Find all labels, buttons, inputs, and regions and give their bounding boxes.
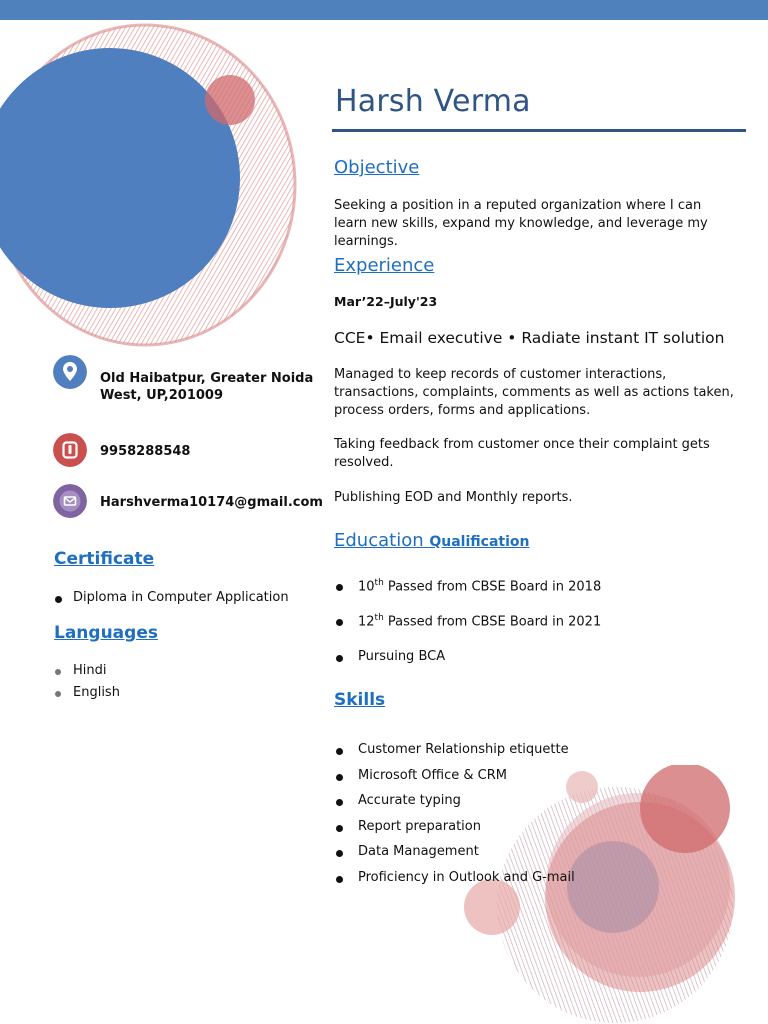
bullet-icon <box>336 850 343 857</box>
location-pin-icon <box>53 355 87 389</box>
education-list <box>358 578 601 669</box>
education-heading <box>334 530 529 551</box>
bullet-icon <box>55 669 61 675</box>
education-heading-sub: Qualification <box>429 534 530 550</box>
candidate-name: Harsh Verma <box>335 84 531 119</box>
bullet-icon <box>336 584 343 591</box>
bullet-icon <box>336 619 343 626</box>
address <box>100 370 313 404</box>
skill-item: Report preparation <box>358 819 575 845</box>
phone-number: 9958288548 <box>100 444 191 459</box>
education-item: 10th Passed from CBSE Board in 2018 <box>358 578 601 613</box>
decorative-circle-graphic <box>0 20 310 360</box>
phone-icon <box>53 433 87 467</box>
bullet-icon <box>55 596 62 603</box>
experience-heading: Experience <box>334 255 435 276</box>
certificate-list <box>73 590 289 610</box>
experience-description-3: Publishing EOD and Monthly reports. <box>334 490 573 505</box>
objective-text: Seeking a position in a reputed organization where I can learn new skills, expand my knowledge, and leverage my learnings. <box>334 198 708 249</box>
top-accent-bar <box>0 0 768 20</box>
language-item: English <box>73 685 120 707</box>
skills-list <box>358 742 575 895</box>
language-item: Hindi <box>73 663 120 685</box>
experience-description-2: Taking feedback from customer once their complaint gets resolved. <box>334 437 710 470</box>
name-divider <box>332 129 746 132</box>
bullet-icon <box>336 655 343 662</box>
skill-item: Data Management <box>358 844 575 870</box>
experience-description-1: Managed to keep records of customer interactions, transactions, complaints, comments as well as actions taken, process orders, forms and applications. <box>334 367 734 418</box>
bullet-icon <box>336 825 343 832</box>
bullet-icon <box>336 748 343 755</box>
address-line-2: West, UP,201009 <box>100 388 224 403</box>
email-address: Harshverma10174@gmail.com <box>100 495 323 510</box>
skill-item: Customer Relationship etiquette <box>358 742 575 768</box>
experience-date: Mar’22–July'23 <box>334 294 438 309</box>
languages-list <box>73 663 120 707</box>
bullet-icon <box>336 876 343 883</box>
address-line-1: Old Haibatpur, Greater Noida <box>100 371 314 386</box>
certificate-item: Diploma in Computer Application <box>73 590 289 610</box>
education-item: Pursuing BCA <box>358 649 601 669</box>
bullet-icon <box>55 691 61 697</box>
certificate-heading: Certificate <box>54 549 155 569</box>
experience-role: CCE• Email executive • Radiate instant IT solution <box>334 329 725 347</box>
bullet-icon <box>336 799 343 806</box>
languages-heading: Languages <box>54 623 158 643</box>
skill-item: Proficiency in Outlook and G-mail <box>358 870 575 896</box>
education-heading-main: Education <box>334 530 424 551</box>
bullet-icon <box>336 774 343 781</box>
envelope-icon <box>53 484 87 518</box>
skill-item: Microsoft Office & CRM <box>358 768 575 794</box>
education-item: 12th Passed from CBSE Board in 2021 <box>358 613 601 649</box>
skills-heading: Skills <box>334 690 386 710</box>
skill-item: Accurate typing <box>358 793 575 819</box>
objective-heading: Objective <box>334 157 420 178</box>
